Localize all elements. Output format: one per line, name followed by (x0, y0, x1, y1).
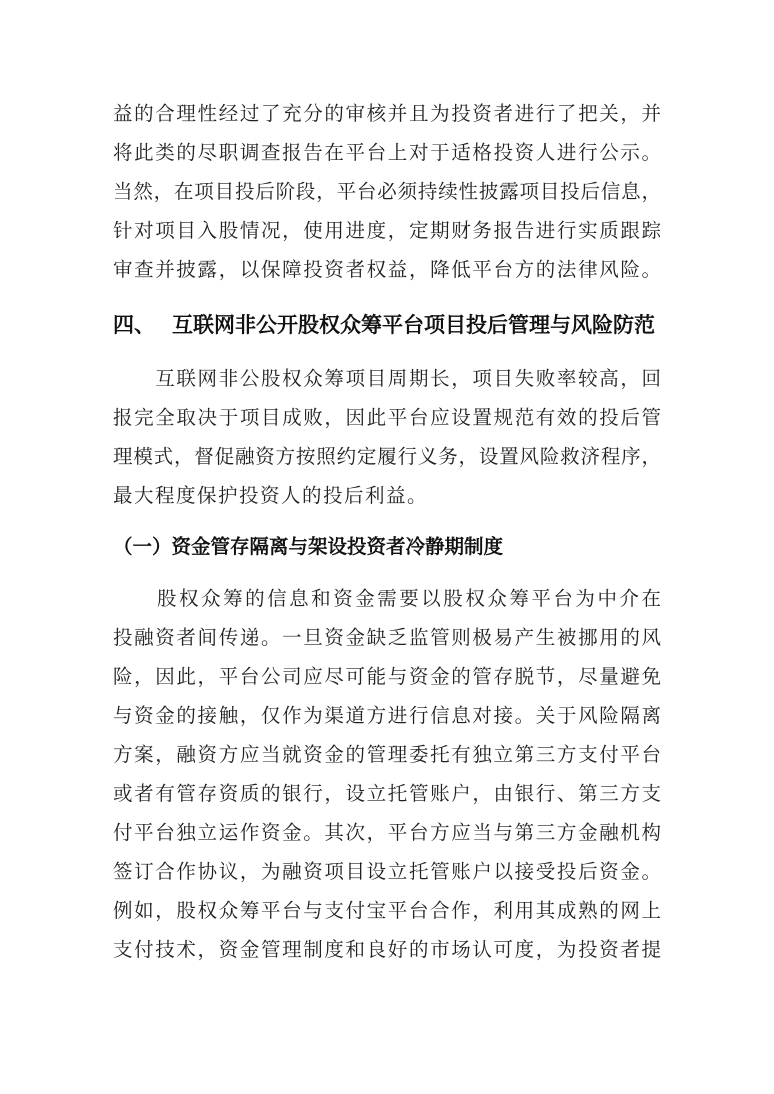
text-line: 将此类的尽职调查报告在平台上对于适格投资人进行公示。 (113, 143, 661, 164)
paragraph-post-investment-overview (113, 360, 661, 516)
text-line: 险，因此，平台公司应尽可能与资金的管存脱节，尽量避免 (113, 667, 661, 688)
text-line: 针对项目入股情况，使用进度，定期财务报告进行实质跟踪 (113, 221, 661, 242)
text-line: 签订合作协议，为融资项目设立托管账户以接受投后资金。 (113, 862, 661, 883)
text-line: 例如，股权众筹平台与支付宝平台合作，利用其成熟的网上 (113, 901, 661, 922)
paragraph-fund-custody (113, 580, 661, 970)
text-line: 投融资者间传递。一旦资金缺乏监管则极易产生被挪用的风 (113, 628, 661, 649)
page-content (113, 95, 661, 970)
text-line: 方案，融资方应当就资金的管理委托有独立第三方支付平台 (113, 745, 661, 766)
text-line: 报完全取决于项目成败，因此平台应设置规范有效的投后管 (113, 408, 661, 429)
section-heading-number: 四、 (113, 314, 155, 337)
section-heading (113, 306, 661, 346)
subsection-heading: （一）资金管存隔离与架设投资者冷静期制度 (113, 537, 504, 558)
text-line: 益的合理性经过了充分的审核并且为投资者进行了把关，并 (113, 104, 661, 125)
text-line: 与资金的接触，仅作为渠道方进行信息对接。关于风险隔离 (113, 706, 661, 727)
text-line: 最大程度保护投资人的投后利益。 (113, 486, 429, 507)
text-line: 当然，在项目投后阶段，平台必须持续性披露项目投后信息， (113, 182, 661, 203)
text-line: 或者有管存资质的银行，设立托管账户，由银行、第三方支 (113, 784, 661, 805)
text-line: 互联网非公股权众筹项目周期长，项目失败率较高，回 (113, 369, 661, 390)
paragraph-continuation (113, 95, 661, 290)
text-line: 付平台独立运作资金。其次，平台方应当与第三方金融机构 (113, 823, 661, 844)
text-line: 股权众筹的信息和资金需要以股权众筹平台为中介在 (113, 589, 661, 610)
text-line: 审查并披露，以保障投资者权益，降低平台方的法律风险。 (113, 260, 661, 281)
text-line: 理模式，督促融资方按照约定履行义务，设置风险救济程序， (113, 447, 661, 468)
text-line: 支付技术，资金管理制度和良好的市场认可度，为投资者提 (113, 940, 661, 961)
section-heading-title: 互联网非公开股权众筹平台项目投后管理与风险防范 (172, 314, 655, 337)
